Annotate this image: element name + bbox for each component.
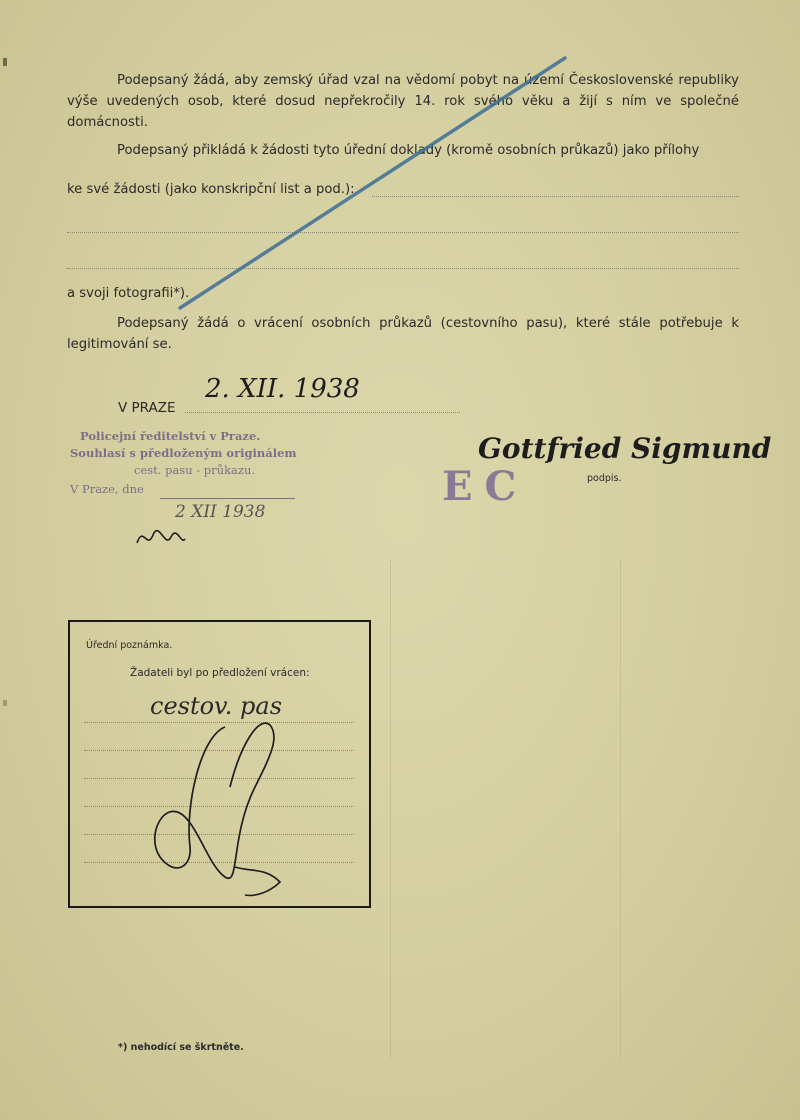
signature-label: podpis. <box>587 473 622 484</box>
footnote: *) nehodící se škrtněte. <box>118 1042 244 1053</box>
stamp-line-4: V Praze, dne <box>70 482 144 496</box>
place-label: V PRAZE <box>118 400 176 416</box>
punch-mark <box>3 700 7 706</box>
official-note-title: Úřední poznámka. <box>86 640 173 651</box>
official-note-subtitle: Žadateli byl po předložení vrácen: <box>130 667 310 679</box>
handwritten-date: 2. XII. 1938 <box>205 374 360 404</box>
stamp-line-1: Policejní ředitelství v Praze. <box>80 429 261 443</box>
punch-mark <box>3 58 7 66</box>
paragraph-stay-notice: Podepsaný žádá, aby zemský úřad vzal na vědomí pobyt na území Československé republiky výše uvedených osob, které dosud nepřekročily 14. rok svého věku a žijí s ním ve společné domácnosti. <box>67 73 739 130</box>
initials-stamp: EC <box>442 463 529 510</box>
signature: Gottfried Sigmund <box>478 432 772 465</box>
official-note-handwritten: cestov. pas <box>150 692 283 720</box>
official-note-box <box>68 620 371 908</box>
paragraph-attachments: Podepsaný přikládá k žádosti tyto úřední doklady (kromě osobních průkazů) jako přílohy <box>117 143 700 158</box>
paragraph-return-documents: Podepsaný žádá o vrácení osobních průkazů (cestovního pasu), které stále potřebuje k legitimování se. <box>67 316 739 352</box>
photo-line: a svoji fotografii*). <box>67 286 190 301</box>
stamp-line-2: Souhlasí s předloženým originálem <box>70 446 297 460</box>
stamp-line-3: cest. pasu - průkazu. <box>134 463 256 477</box>
attachments-line: ke své žádosti (jako konskripční list a pod.): <box>67 182 355 197</box>
official-signature-scribble <box>130 717 300 902</box>
stamp-date: 2 XII 1938 <box>175 502 266 522</box>
